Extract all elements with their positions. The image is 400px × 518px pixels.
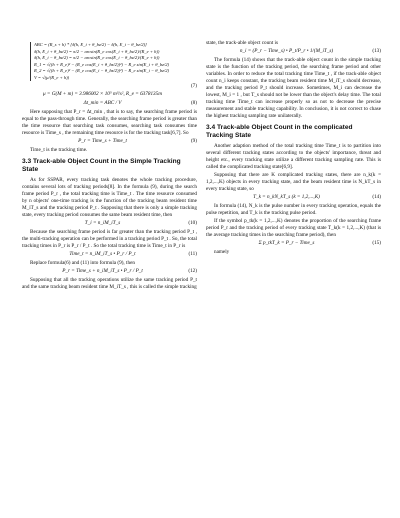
equation-10-body: T_i = n_iM_iT_s (84, 220, 121, 226)
equation-8b (22, 100, 197, 108)
paragraph: Another adaption method of the total tracking time Time_t is to partition into several different tracking states according to the objects' importance, threat and height etc., every tracking state utilize a different tracking sampling rate. This is called the complicated tracking state[6,9]. (206, 143, 381, 170)
equation-9-body: P_r = Time_s + Time_t (78, 138, 127, 144)
equation-10 (22, 220, 197, 228)
paragraph: As for SSPAR, every tracking task denotes the whole tracking procedure, contains several lots of tracking periods[8]. In the formula (9), during the search frame period P_r , the total tracking time is Time_t . The time resource consumed by n objects' one-time tracking is the function of the tracking beam resident time M_iT_s and the tracking period P_t . Supposing that there is only a simple tracking state, every tracking period consumes the same beam resident time, then (22, 177, 197, 218)
paragraph: Supposing that there are K complicated tracking states, there are n_k(k = 1,2,...,K) objects in every tracking state, and the beam resident time is N_kT_s in every tracking state, so (206, 172, 381, 192)
paragraph: If the symbol p_tk(k = 1,2,...,K) denotes the proportion of the searching frame period P_r and the tracking period of every tracking state T_k(k = 1,2,...,K) (that is the average tracking times in the searching frame period), then (206, 218, 381, 238)
equation-15-number: (15) (372, 240, 381, 246)
equation-11-number: (11) (188, 251, 197, 257)
equation-10-number: (10) (188, 220, 197, 226)
right-column (206, 40, 381, 257)
equation-14-body: T_k = n_kN_kT_s (k = 1,2,...,K) (253, 194, 320, 200)
paragraph: namely (214, 249, 230, 255)
paragraph: Supposing that all the tracking operations utilize the same tracking period P_t and the same tracking beam resident time M_iT_s , this is called the simple tracking (22, 277, 197, 290)
equation-14-number: (14) (372, 194, 381, 200)
equation-15-body: Σ p_tkT_k = P_r − Time_s (258, 240, 315, 246)
equation-11 (22, 251, 197, 259)
equation-system (30, 42, 197, 81)
equation-8a-body: μ = G(M + m) = 3.986002 × 10⁵ m³/s², R_e = 6378135m (43, 91, 162, 97)
eq-line-4: R_1 = √((h + R_e)² − (R_e cos(E_i + θ_bz/2))²) − R_e sin(E_i + θ_bz/2) (34, 61, 170, 67)
paragraph: In formula (14), N_k is the pulse number in every tracking operation, equals the pulse repetition, and T_k is the tracking pulse period. (206, 203, 381, 216)
paragraph: Here supposing that P_r = Δt_min , that is to say, the searching frame period is equal to the pass-through time. Generally, the searching frame period is greater than the time resource that searching task consumes, searching task consumes time resource is Time_s , the remaining time resource is for the tracking task[6,7]. So (22, 109, 197, 136)
paragraph: The formula (14) shows that the track-able object count in the simple tracking state is the function of the tracking period, the searching frame period and other variables. In order to reduce the total tracking time Time_t , if the track-able object count n_i keeps constant, the tracking beam resident time M_iT_s should decrease, and the tracking period P_t should increase. Sometimes, M_i can decrease the lowest, M_i = 1 , but T_s should not be lower than the object's delay time. The total tracking time Time_t can increase properly so as not to decrease the precise measurement and stable tracking capability. In conclusion, it is not correct to chase the highest tracking sampling rate unilaterally. (206, 57, 381, 119)
paragraph: state, the track-able object count is (206, 40, 279, 46)
equation-9-number: (9) (190, 138, 197, 144)
section-heading-3-4: 3.4 Track-able Object Count in the complicated Tracking State (206, 124, 353, 139)
paragraph: Because the searching frame period is far greater than the tracking period P_t , the multi-tracking operation can be performed in a tracking period P_t . So, the total tracking times in P_r is P_r / P_t . So the total tracking time is Time_t in P_r is (22, 229, 197, 249)
equation-9 (22, 138, 197, 146)
equation-12-body: P_r = Time_s + n_iM_iT_s • P_r / P_t (62, 268, 143, 274)
eq-line-6: V = √(μ/(R_e + h)) (34, 74, 70, 80)
equation-8a (22, 91, 197, 99)
paragraph: Replace formula(6) and (11) into formula (9), then (30, 260, 135, 266)
paragraph: Time_t is the tracking time. (30, 147, 88, 153)
equation-13-number: (13) (372, 48, 381, 54)
equation-8-number: (8) (190, 100, 197, 106)
equation-number-7: (7) (190, 83, 197, 89)
eq-line-3: δ(h, E_i − θ_bz/2) = π/2 − arcsin(R_e cos(E_i − θ_bz/2)/(R_e + h)) (34, 55, 160, 60)
equation-12 (22, 268, 197, 276)
equation-13 (206, 48, 381, 56)
equation-12-number: (12) (188, 268, 197, 274)
eq-line-5: R_2 = √((h + R_e)² − (R_e cos(E_i − θ_bz/2))²) − R_e sin(E_i − θ_bz/2) (34, 68, 170, 73)
equation-8b-body: Δt_min = ABC / V (83, 100, 122, 106)
eq-line-1: ABC = (R_s + h) * [δ(h, E_i + θ_bz/2) − δ(h, E_i − θ_bz/2)] (34, 42, 147, 47)
equation-13-body: n_i = (P_r − Time_s) • P_t/P_r • 1/(M_iT_s) (239, 48, 334, 54)
equation-15 (206, 240, 381, 248)
equation-14 (206, 194, 381, 202)
left-column (22, 40, 197, 292)
eq-line-2: δ(h, E_i + θ_bz/2) = π/2 − arcsin(R_e cos(E_i + θ_bz/2)/(R_e + h)) (34, 48, 160, 54)
equation-11-body: Time_t = n_iM_iT_s • P_r / P_t (69, 251, 136, 257)
section-heading-3-3: 3.3 Track-able Object Count in the Simple Tracking State (22, 158, 181, 173)
